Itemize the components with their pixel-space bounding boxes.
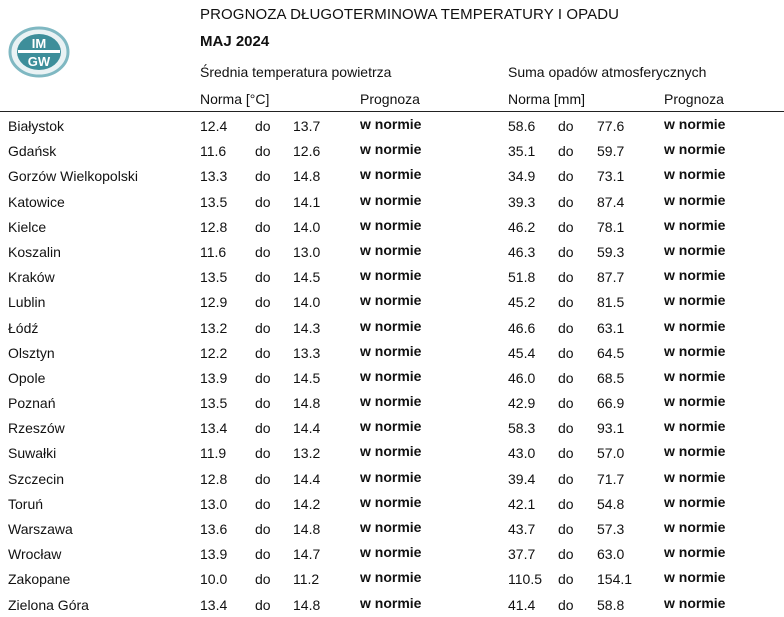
precipitation-norm-high: 87.4	[597, 193, 625, 210]
precipitation-norm-low: 46.6	[508, 319, 536, 336]
table-row	[0, 365, 784, 390]
temperature-norm-high: 14.2	[293, 495, 321, 512]
precipitation-norm-low: 37.7	[508, 546, 536, 563]
temperature-norm-low: 13.5	[200, 269, 228, 286]
precipitation-range-separator: do	[558, 193, 574, 210]
table-row	[0, 289, 784, 314]
temperature-norm-low: 13.3	[200, 168, 228, 185]
precipitation-norm-low: 46.0	[508, 369, 536, 386]
temperature-norm-low: 13.9	[200, 369, 228, 386]
city-cell: Koszalin	[8, 243, 61, 260]
temperature-norm-low: 12.2	[200, 344, 228, 361]
header-divider	[0, 111, 784, 112]
temperature-forecast-header: Prognoza	[360, 91, 420, 107]
temperature-range-separator: do	[255, 344, 271, 361]
precipitation-forecast: w normie	[664, 241, 726, 258]
precipitation-range-separator: do	[558, 168, 574, 185]
temperature-forecast: w normie	[360, 544, 422, 561]
table-row	[0, 163, 784, 188]
temperature-norm-low: 10.0	[200, 571, 228, 588]
temperature-norm-high: 12.6	[293, 143, 321, 160]
city-cell: Zielona Góra	[8, 596, 89, 613]
temperature-norm-low: 13.0	[200, 495, 228, 512]
precipitation-norm-high: 58.8	[597, 596, 625, 613]
temperature-forecast: w normie	[360, 317, 422, 334]
precipitation-norm-high: 66.9	[597, 395, 625, 412]
temperature-forecast: w normie	[360, 569, 422, 586]
temperature-norm-high: 14.7	[293, 546, 321, 563]
precipitation-forecast: w normie	[664, 267, 726, 284]
city-cell: Zakopane	[8, 571, 71, 588]
precipitation-norm-high: 78.1	[597, 218, 625, 235]
table-row	[0, 390, 784, 415]
temperature-norm-header: Norma [°C]	[200, 91, 270, 107]
temperature-norm-high: 13.3	[293, 344, 321, 361]
temperature-norm-low: 13.5	[200, 193, 228, 210]
temperature-norm-high: 14.3	[293, 319, 321, 336]
precipitation-forecast: w normie	[664, 594, 726, 611]
precipitation-range-separator: do	[558, 118, 574, 134]
precipitation-forecast: w normie	[664, 443, 726, 460]
table-row	[0, 138, 784, 163]
city-cell: Gorzów Wielkopolski	[8, 168, 138, 185]
city-cell: Toruń	[8, 495, 44, 512]
precipitation-norm-low: 45.4	[508, 344, 536, 361]
temperature-forecast: w normie	[360, 468, 422, 485]
temperature-norm-low: 12.8	[200, 470, 228, 487]
temperature-range-separator: do	[255, 395, 271, 412]
temperature-forecast: w normie	[360, 241, 422, 258]
city-cell: Katowice	[8, 193, 65, 210]
temperature-norm-high: 14.4	[293, 470, 321, 487]
city-cell: Olsztyn	[8, 344, 55, 361]
temperature-range-separator: do	[255, 218, 271, 235]
precipitation-norm-high: 63.1	[597, 319, 625, 336]
temperature-norm-low: 13.4	[200, 596, 228, 613]
table-row	[0, 239, 784, 264]
precipitation-range-separator: do	[558, 319, 574, 336]
table-row	[0, 189, 784, 214]
temperature-norm-low: 13.9	[200, 546, 228, 563]
city-cell: Białystok	[8, 118, 65, 134]
temperature-range-separator: do	[255, 571, 271, 588]
temperature-range-separator: do	[255, 319, 271, 336]
precipitation-forecast: w normie	[664, 367, 726, 384]
precipitation-group-header: Suma opadów atmosferycznych	[508, 64, 707, 80]
forecast-table	[0, 113, 784, 617]
table-row	[0, 466, 784, 491]
table-row	[0, 516, 784, 541]
precipitation-range-separator: do	[558, 495, 574, 512]
precipitation-norm-header: Norma [mm]	[508, 91, 585, 107]
svg-text:IM: IM	[31, 36, 47, 51]
temperature-norm-high: 14.8	[293, 168, 321, 185]
precipitation-norm-high: 93.1	[597, 420, 625, 437]
svg-text:GW: GW	[27, 54, 51, 69]
precipitation-forecast: w normie	[664, 166, 726, 183]
precipitation-norm-high: 59.3	[597, 243, 625, 260]
city-cell: Kraków	[8, 269, 55, 286]
temperature-norm-high: 13.7	[293, 118, 321, 134]
precipitation-range-separator: do	[558, 344, 574, 361]
temperature-norm-low: 11.6	[200, 143, 227, 160]
imgw-logo	[8, 26, 70, 78]
precipitation-norm-low: 110.5	[508, 571, 542, 588]
city-cell: Łódź	[8, 319, 39, 336]
city-cell: Lublin	[8, 294, 46, 311]
temperature-forecast: w normie	[360, 594, 422, 611]
precipitation-range-separator: do	[558, 420, 574, 437]
precipitation-range-separator: do	[558, 571, 574, 588]
page-subtitle: MAJ 2024	[200, 33, 270, 50]
precipitation-norm-high: 77.6	[597, 118, 625, 134]
precipitation-norm-low: 42.1	[508, 495, 536, 512]
precipitation-norm-low: 42.9	[508, 395, 536, 412]
temperature-norm-low: 13.5	[200, 395, 228, 412]
temperature-norm-high: 14.5	[293, 269, 321, 286]
page-title: PROGNOZA DŁUGOTERMINOWA TEMPERATURY I OPADU	[200, 6, 620, 23]
city-cell: Warszawa	[8, 521, 73, 537]
city-cell: Wrocław	[8, 546, 62, 563]
precipitation-norm-low: 51.8	[508, 269, 536, 286]
temperature-norm-high: 14.8	[293, 521, 321, 537]
precipitation-norm-low: 43.0	[508, 445, 536, 462]
precipitation-norm-high: 54.8	[597, 495, 625, 512]
temperature-range-separator: do	[255, 596, 271, 613]
precipitation-forecast: w normie	[664, 141, 726, 158]
city-cell: Suwałki	[8, 445, 57, 462]
precipitation-forecast: w normie	[664, 519, 726, 535]
temperature-forecast: w normie	[360, 519, 422, 535]
temperature-range-separator: do	[255, 470, 271, 487]
precipitation-norm-low: 39.4	[508, 470, 536, 487]
precipitation-forecast: w normie	[664, 216, 726, 233]
precipitation-range-separator: do	[558, 143, 574, 160]
temperature-norm-low: 13.6	[200, 521, 228, 537]
temperature-forecast: w normie	[360, 443, 422, 460]
temperature-norm-high: 14.0	[293, 218, 321, 235]
city-cell: Opole	[8, 369, 46, 386]
precipitation-forecast-header: Prognoza	[664, 91, 724, 107]
precipitation-range-separator: do	[558, 218, 574, 235]
temperature-norm-low: 12.4	[200, 118, 228, 134]
precipitation-norm-low: 35.1	[508, 143, 536, 160]
table-row	[0, 315, 784, 340]
city-cell: Rzeszów	[8, 420, 65, 437]
city-cell: Gdańsk	[8, 143, 57, 160]
temperature-range-separator: do	[255, 420, 271, 437]
temperature-forecast: w normie	[360, 342, 422, 359]
temperature-forecast: w normie	[360, 191, 422, 208]
precipitation-norm-low: 58.6	[508, 118, 536, 134]
table-row	[0, 440, 784, 465]
precipitation-range-separator: do	[558, 395, 574, 412]
table-row	[0, 113, 784, 138]
temperature-range-separator: do	[255, 118, 271, 134]
precipitation-forecast: w normie	[664, 569, 726, 586]
city-cell: Szczecin	[8, 470, 65, 487]
precipitation-forecast: w normie	[664, 191, 726, 208]
precipitation-norm-high: 57.3	[597, 521, 625, 537]
precipitation-norm-low: 34.9	[508, 168, 536, 185]
precipitation-range-separator: do	[558, 521, 574, 537]
temperature-range-separator: do	[255, 495, 271, 512]
precipitation-norm-high: 64.5	[597, 344, 625, 361]
precipitation-norm-high: 63.0	[597, 546, 625, 563]
temperature-forecast: w normie	[360, 141, 422, 158]
temperature-norm-low: 11.6	[200, 243, 227, 260]
temperature-forecast: w normie	[360, 216, 422, 233]
temperature-norm-low: 13.4	[200, 420, 228, 437]
precipitation-norm-high: 81.5	[597, 294, 625, 311]
temperature-range-separator: do	[255, 193, 271, 210]
precipitation-forecast: w normie	[664, 493, 726, 510]
temperature-norm-low: 11.9	[200, 445, 227, 462]
precipitation-norm-high: 73.1	[597, 168, 625, 185]
temperature-group-header: Średnia temperatura powietrza	[200, 64, 392, 80]
precipitation-range-separator: do	[558, 445, 574, 462]
temperature-range-separator: do	[255, 445, 271, 462]
city-cell: Kielce	[8, 218, 47, 235]
temperature-range-separator: do	[255, 546, 271, 563]
precipitation-norm-high: 71.7	[597, 470, 625, 487]
temperature-norm-low: 12.8	[200, 218, 228, 235]
temperature-range-separator: do	[255, 294, 271, 311]
table-row	[0, 541, 784, 566]
temperature-norm-high: 11.2	[293, 571, 320, 588]
precipitation-norm-high: 87.7	[597, 269, 625, 286]
precipitation-norm-low: 43.7	[508, 521, 536, 537]
precipitation-norm-high: 59.7	[597, 143, 625, 160]
precipitation-range-separator: do	[558, 294, 574, 311]
temperature-forecast: w normie	[360, 166, 422, 183]
precipitation-range-separator: do	[558, 369, 574, 386]
temperature-forecast: w normie	[360, 418, 422, 435]
precipitation-range-separator: do	[558, 596, 574, 613]
precipitation-norm-low: 46.2	[508, 218, 536, 235]
precipitation-norm-low: 39.3	[508, 193, 536, 210]
precipitation-norm-low: 46.3	[508, 243, 536, 260]
temperature-norm-high: 14.0	[293, 294, 321, 311]
precipitation-forecast: w normie	[664, 544, 726, 561]
temperature-norm-high: 13.0	[293, 243, 321, 260]
temperature-range-separator: do	[255, 269, 271, 286]
temperature-norm-high: 14.1	[293, 193, 321, 210]
precipitation-forecast: w normie	[664, 116, 726, 132]
precipitation-norm-low: 58.3	[508, 420, 536, 437]
temperature-range-separator: do	[255, 143, 271, 160]
precipitation-forecast: w normie	[664, 317, 726, 334]
temperature-forecast: w normie	[360, 292, 422, 309]
precipitation-range-separator: do	[558, 269, 574, 286]
table-row	[0, 264, 784, 289]
temperature-norm-high: 13.2	[293, 445, 321, 462]
temperature-norm-low: 13.2	[200, 319, 228, 336]
temperature-forecast: w normie	[360, 116, 422, 132]
table-row	[0, 214, 784, 239]
precipitation-forecast: w normie	[664, 342, 726, 359]
table-row	[0, 491, 784, 516]
temperature-norm-high: 14.5	[293, 369, 321, 386]
precipitation-norm-high: 68.5	[597, 369, 625, 386]
temperature-norm-high: 14.8	[293, 596, 321, 613]
table-row	[0, 340, 784, 365]
temperature-range-separator: do	[255, 369, 271, 386]
temperature-forecast: w normie	[360, 267, 422, 284]
precipitation-forecast: w normie	[664, 292, 726, 309]
table-row	[0, 592, 784, 617]
city-cell: Poznań	[8, 395, 56, 412]
temperature-norm-low: 12.9	[200, 294, 228, 311]
table-row	[0, 415, 784, 440]
precipitation-forecast: w normie	[664, 418, 726, 435]
precipitation-range-separator: do	[558, 470, 574, 487]
precipitation-forecast: w normie	[664, 468, 726, 485]
temperature-forecast: w normie	[360, 367, 422, 384]
precipitation-forecast: w normie	[664, 393, 726, 410]
temperature-range-separator: do	[255, 521, 271, 537]
temperature-norm-high: 14.8	[293, 395, 321, 412]
temperature-forecast: w normie	[360, 493, 422, 510]
temperature-forecast: w normie	[360, 393, 422, 410]
precipitation-norm-high: 154.1	[597, 571, 633, 588]
precipitation-norm-low: 41.4	[508, 596, 536, 613]
temperature-range-separator: do	[255, 243, 271, 260]
precipitation-range-separator: do	[558, 243, 574, 260]
temperature-norm-high: 14.4	[293, 420, 321, 437]
temperature-range-separator: do	[255, 168, 271, 185]
table-row	[0, 566, 784, 591]
precipitation-norm-low: 45.2	[508, 294, 536, 311]
precipitation-range-separator: do	[558, 546, 574, 563]
precipitation-norm-high: 57.0	[597, 445, 625, 462]
